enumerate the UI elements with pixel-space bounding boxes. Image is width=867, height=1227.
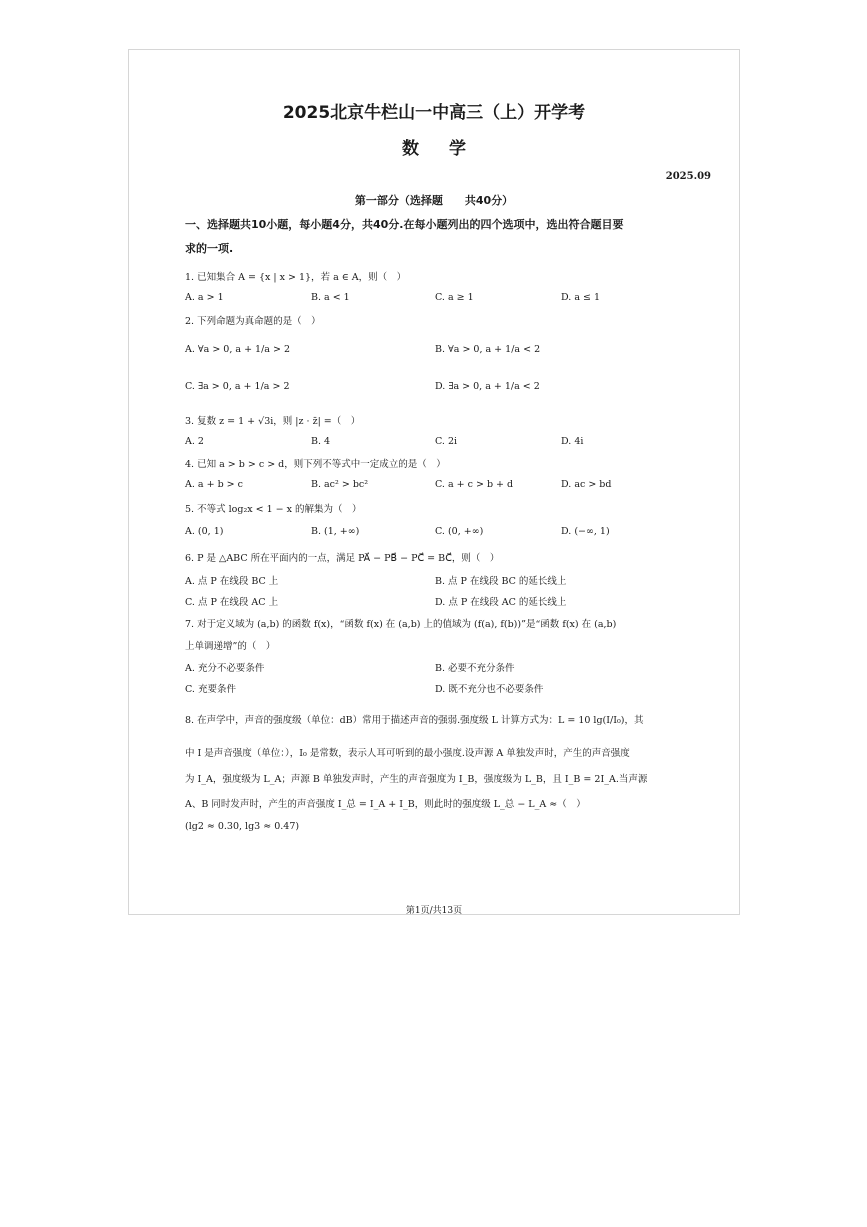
question-1-stem: 1. 已知集合 A = {x | x > 1}，若 a ∈ A，则（ ） [185, 272, 407, 283]
question-3-option-b: B. 4 [311, 436, 331, 447]
subject-heading: 数学 [402, 139, 496, 159]
question-8-line5: (lg2 ≈ 0.30, lg3 ≈ 0.47) [185, 821, 300, 832]
question-1-option-c: C. a ≥ 1 [435, 292, 474, 303]
exam-page [128, 49, 740, 915]
part-heading: 第一部分（选择题 共40分） [354, 194, 514, 207]
question-6-option-a: A. 点 P 在线段 BC 上 [185, 576, 279, 587]
question-3-option-c: C. 2i [435, 436, 458, 447]
question-7-option-c: C. 充要条件 [185, 684, 236, 695]
question-4-stem: 4. 已知 a > b > c > d，则下列不等式中一定成立的是（ ） [185, 459, 446, 470]
question-7-option-b: B. 必要不充分条件 [435, 663, 515, 674]
section-instructions-line1: 一、选择题共10小题，每小题4分，共40分.在每小题列出的四个选项中，选出符合题目要 [185, 218, 624, 231]
question-5-stem: 5. 不等式 log₂x < 1 − x 的解集为（ ） [185, 504, 362, 515]
question-4-option-a: A. a + b > c [185, 479, 243, 490]
question-7-option-d: D. 既不充分也不必要条件 [435, 684, 544, 695]
question-3-option-d: D. 4i [561, 436, 584, 447]
question-2-stem: 2. 下列命题为真命题的是（ ） [185, 316, 321, 327]
question-7-option-a: A. 充分不必要条件 [185, 663, 265, 674]
exam-title: 2025北京牛栏山一中高三（上）开学考 [282, 103, 586, 123]
question-8-line3: 为 I_A，强度级为 L_A；声源 B 单独发声时，产生的声音强度为 I_B，强度级为 L_B，且 I_B = 2I_A.当声源 [185, 774, 648, 785]
question-8-line4: A、B 同时发声时，产生的声音强度 I_总 = I_A + I_B，则此时的强度级 L_总 − L_A ≈（ ） [185, 799, 586, 810]
question-5-option-c: C. (0, +∞) [435, 526, 484, 537]
question-1-option-a: A. a > 1 [185, 292, 224, 303]
question-6-option-c: C. 点 P 在线段 AC 上 [185, 597, 279, 608]
question-3-option-a: A. 2 [185, 436, 204, 447]
question-5-option-b: B. (1, +∞) [311, 526, 360, 537]
question-6-stem: 6. P 是 △ABC 所在平面内的一点，满足 PA⃗ − PB⃗ − PC⃗ = BC⃗，则（ ） [185, 553, 500, 564]
question-6-option-d: D. 点 P 在线段 AC 的延长线上 [435, 597, 567, 608]
question-6-option-b: B. 点 P 在线段 BC 的延长线上 [435, 576, 567, 587]
question-4-option-d: D. ac > bd [561, 479, 612, 490]
question-8-line1: 8. 在声学中，声音的强度级（单位：dB）常用于描述声音的强弱.强度级 L 计算方式为：L = 10 lg(I/I₀)，其 [185, 715, 644, 726]
exam-date: 2025.09 [665, 171, 711, 182]
question-5-option-a: A. (0, 1) [185, 526, 224, 537]
question-5-option-d: D. (−∞, 1) [561, 526, 610, 537]
question-4-option-c: C. a + c > b + d [435, 479, 514, 490]
question-8-line2: 中 I 是声音强度（单位：），I₀ 是常数，表示人耳可听到的最小强度.设声源 A 单独发声时，产生的声音强度 [185, 748, 630, 759]
question-2-option-d: D. ∃a > 0, a + 1/a < 2 [435, 381, 540, 392]
question-3-stem: 3. 复数 z = 1 + √3i，则 |z · z̄| =（ ） [185, 416, 361, 427]
section-instructions-line2: 求的一项. [185, 242, 234, 255]
page-footer: 第1页/共13页 [405, 906, 463, 916]
question-1-option-b: B. a < 1 [311, 292, 350, 303]
question-7-stem-line1: 7. 对于定义域为 (a,b) 的函数 f(x)，“函数 f(x) 在 (a,b) 上的值域为 (f(a), f(b))”是“函数 f(x) 在 (a,b) [185, 619, 617, 630]
question-2-option-b: B. ∀a > 0, a + 1/a < 2 [435, 344, 541, 355]
question-2-option-c: C. ∃a > 0, a + 1/a > 2 [185, 381, 290, 392]
question-7-stem-line2: 上单调递增”的（ ） [185, 641, 276, 652]
question-1-option-d: D. a ≤ 1 [561, 292, 601, 303]
question-2-option-a: A. ∀a > 0, a + 1/a > 2 [185, 344, 290, 355]
question-4-option-b: B. ac² > bc² [311, 479, 369, 490]
